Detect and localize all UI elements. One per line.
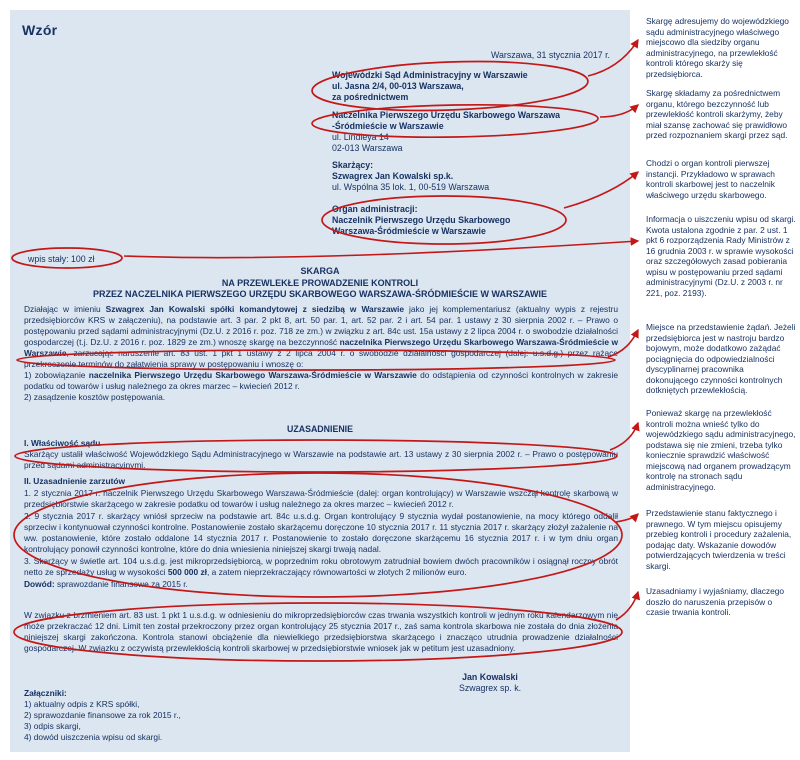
- margin-note-7: Przedstawienie stanu faktycznego i prawnego. W tym miejscu opisujemy przebieg kontroli i procedury zażalenia, podając daty. Wskazanie dowodów potwierdzających twierdzenia w treści skargi.: [646, 508, 792, 571]
- organ-name-line1: Naczelnik Pierwszego Urzędu Skarbowego: [332, 215, 511, 225]
- closing-paragraph: [24, 610, 618, 654]
- margin-note-8: Uzasadniamy i wyjaśniamy, dlaczego doszło do naruszenia przepisów o czasie trwania kontroli.: [646, 586, 785, 617]
- intro-paragraph: Działając w imieniu Szwagrex Jan Kowalski spółki komandytowej z siedzibą w Warszawie jako jej komplementariusz (aktualny wypis z rejestru przedsiębiorców KRS w załączeniu), na podstawie art. 3 par. 2 pkt 8, art. 50 par. 1, art. 52 par. 2 i art. 54 par. 1 ustawy z 30 sierpnia 2002 r. – Prawo o postępowaniu przed sądami administracyjnymi (Dz.U. z 2016 r. poz. 718 ze zm.) w związku z art. 84c ust. 15a ustawy z 2 lipca 2004 r. o swobodzie działalności gospodarczej (t.j. Dz.U. z 2016 r. poz. 1829 ze zm.) wnoszę skargę na bezczynność naczelnika Pierwszego Urzędu Skarbowego Warszawa-Śródmieście w Warszawie, zarzucając naruszenie art. 83 ust. 1 pkt 1 ustawy z 2 lipca 2004 r. o swobodzie działalności gospodarczej (dalej: u.s.d.g.) przez rażące przekroczenie terminów do załatwienia sprawy w postępowaniu i wnoszę o:: [24, 304, 618, 369]
- justification-heading: UZASADNIENIE: [287, 424, 353, 434]
- section2-item-3: 3. Skarżący w świetle art. 104 u.s.d.g. jest mikroprzedsiębiorcą, w poprzednim roku obrotowym zatrudniał bowiem dwóch pracowników i osiągnął roczny obrót netto ze sprzedaży usług w wysokości 500 000 zł, a zatem nieprzekraczający równowartości w złotych 2 milionów euro.: [24, 556, 618, 577]
- margin-note-2: Skargę składamy za pośrednictwem organu, którego bezczynność lub przewlekłość kontroli skarżymy, żeby miał szansę zachować się prawidłowo przed rozpoznaniem skargi przez sąd.: [646, 88, 788, 140]
- template-label: Wzór: [22, 22, 58, 38]
- tax-office-address-block: [332, 110, 560, 154]
- claimant-address: ul. Wspólna 35 lok. 1, 00-519 Warszawa: [332, 182, 490, 192]
- petitum-item-2: 2) zasądzenie kosztów postępowania.: [24, 392, 166, 402]
- section1-text: Skarżący ustalił właściwość Wojewódzkiego Sądu Administracyjnego w Warszawie na podstawie art. 13 ustawy z 30 sierpnia 2002 r. – Prawo o postępowaniu przed sądami administracyjnymi.: [24, 449, 618, 470]
- section-facts: [24, 476, 618, 590]
- claimant-label: Skarżący:: [332, 160, 374, 170]
- office-name-line2: -Śródmieście w Warszawie: [332, 121, 444, 131]
- margin-note-3: Chodzi o organ kontroli pierwszej instancji. Przykładowo w sprawach kontroli skarbowej jest to naczelnik właściwego urzędu skarbowego.: [646, 158, 775, 200]
- claimant-block: [332, 160, 489, 193]
- administrative-organ-block: [332, 204, 510, 237]
- fee-note: wpis stały: 100 zł: [28, 254, 95, 264]
- section2-item-2: 2. 9 stycznia 2017 r. skarżący wniósł sprzeciw na podstawie art. 84c u.s.d.g. Organ kontrolujący 9 stycznia wydał postanowienie, na mocy którego oddalił sprzeciw i kontynuował czynności kontrolne. Postanowienie zostało skarżącemu doręczone 10 stycznia 2017 r. 11 stycznia 2017 r. skarżący złożył zażalenie na ww. postanowienie, które zostało oddalone 14 stycznia 2017 r. Postanowienie to zostało doręczone skarżącemu 16 stycznia 2017 r. i w tym dniu organ kontrolujący ponowił czynności kontrolne, które do dnia wniesienia niniejszej skargi trwają nadal.: [24, 511, 618, 554]
- court-name: Wojewódzki Sąd Administracyjny w Warszawie: [332, 70, 528, 80]
- section-jurisdiction: [24, 438, 618, 471]
- organ-name-line2: Warszawa-Śródmieście w Warszawie: [332, 226, 486, 236]
- closing-text: W związku z brzmieniem art. 83 ust. 1 pkt 1 u.s.d.g. w odniesieniu do mikroprzedsiębiorców czas trwania wszystkich kontroli w jednym roku kalendarzowym nie może przekraczać 12 dni. Limit ten został przekroczony przez organ kontrolujący 25 stycznia 2017 r., zaś sama kontrola skarbowa nie została do dnia złożenia niniejszej skargi zakończona. Kontrola stanowi obciążenie dla niewielkiego przedsiębiorstwa skarżącego i znacząco utrudnia prowadzenie działalności gospodarczej. W związku z oczywistą przewlekłością kontroli skarbowej w przedsiębiorstwie wniosek jak w petitum jest uzasadniony.: [24, 610, 618, 653]
- organ-label: Organ administracji:: [332, 204, 418, 214]
- court-address-block: [332, 70, 528, 103]
- margin-note-6: Ponieważ skargę na przewlekłość kontroli można wnieść tylko do wojewódzkiego sądu administracyjnego, podstawa się nie zmieni, trzeba tylko koniecznie sprawdzić właściwość miejscową nad organem prowadzącym kontrolę na stronach sądu administracyjnego.: [646, 408, 796, 492]
- office-street: ul. Lindleya 14: [332, 132, 389, 142]
- court-address: ul. Jasna 2/4, 00-013 Warszawa,: [332, 81, 464, 91]
- section1-heading: I. Właściwość sądu: [24, 438, 101, 448]
- office-name-line1: Naczelnika Pierwszego Urzędu Skarbowego Warszawa: [332, 110, 560, 120]
- title-line2: NA PRZEWLEKŁE PROWADZENIE KONTROLI: [221, 277, 419, 288]
- title-line3: PRZEZ NACZELNIKA PIERWSZEGO URZĘDU SKARBOWEGO WARSZAWA-ŚRÓDMIEŚCIE W WARSZAWIE: [92, 289, 547, 299]
- margin-note-5: Miejsce na przedstawienie żądań. Jeżeli przedsiębiorca jest w nastroju bardzo bojowym, może dodatkowo zażądać pociągnięcia do odpowiedzialności dyscyplinarnej pracownika dokonującego czynności kontrolnych dotkniętych przewlekłością.: [646, 322, 796, 395]
- margin-note-4: Informacja o uiszczeniu wpisu od skargi. Kwota ustalona zgodnie z par. 2 ust. 1 pkt 6 rozporządzenia Rady Ministrów z 16 grudnia 2003 r. w sprawie wysokości oraz szczegółowych zasad pobierania wpisu w postępowaniu przed sądami administracyjnymi (Dz.U. z 2003 r. nr 221, poz. 2193).: [646, 214, 796, 298]
- document-panel: [10, 10, 630, 752]
- office-city: 02-013 Warszawa: [332, 143, 403, 153]
- evidence-line: Dowód: sprawozdanie finansowe za 2015 r.: [24, 579, 188, 589]
- signature-name: Jan Kowalski: [462, 672, 518, 682]
- section2-heading: II. Uzasadnienie zarzutów: [24, 476, 125, 486]
- court-via: za pośrednictwem: [332, 92, 409, 102]
- intro-section: [24, 304, 618, 403]
- document-title: [10, 266, 630, 301]
- attachment-item: 2) sprawozdanie finansowe za rok 2015 r.,: [24, 710, 181, 720]
- attachment-item: 1) aktualny odpis z KRS spółki,: [24, 699, 140, 709]
- signature-company: Szwagrex sp. k.: [458, 683, 522, 693]
- title-line1: SKARGA: [300, 266, 340, 276]
- attachment-item: 3) odpis skargi,: [24, 721, 81, 731]
- attachment-item: 4) dowód uiszczenia wpisu od skargi.: [24, 732, 163, 742]
- margin-note-1: Skargę adresujemy do wojewódzkiego sądu administracyjnego właściwego miejscowo dla siedziby organu administracyjnego, na przewlekłość kontroli którego skarży się przedsiębiorca.: [646, 16, 789, 79]
- attachments-block: [24, 688, 444, 743]
- attachments-heading: Załączniki:: [24, 688, 67, 698]
- date-line: Warszawa, 31 stycznia 2017 r.: [491, 50, 610, 60]
- petitum-item-1: 1) zobowiązanie naczelnika Pierwszego Urzędu Skarbowego Warszawa-Śródmieście w Warszawie do odstąpienia od czynności kontrolnych w zakresie podatku od towarów i usług należnego za okres marzec – kwiecień 2012 r.: [24, 370, 619, 391]
- section2-item-1: 1. 2 stycznia 2017 r. naczelnik Pierwszego Urzędu Skarbowego Warszawa-Śródmieście (dalej: organ kontrolujący) w Warszawie wszczął kontrolę skarbową w przedsiębiorstwie skarżącego w zakresie podatku od towarów i usług należnego za okres marzec – kwiecień 2012 r.: [24, 488, 618, 509]
- claimant-name: Szwagrex Jan Kowalski sp.k.: [332, 171, 454, 181]
